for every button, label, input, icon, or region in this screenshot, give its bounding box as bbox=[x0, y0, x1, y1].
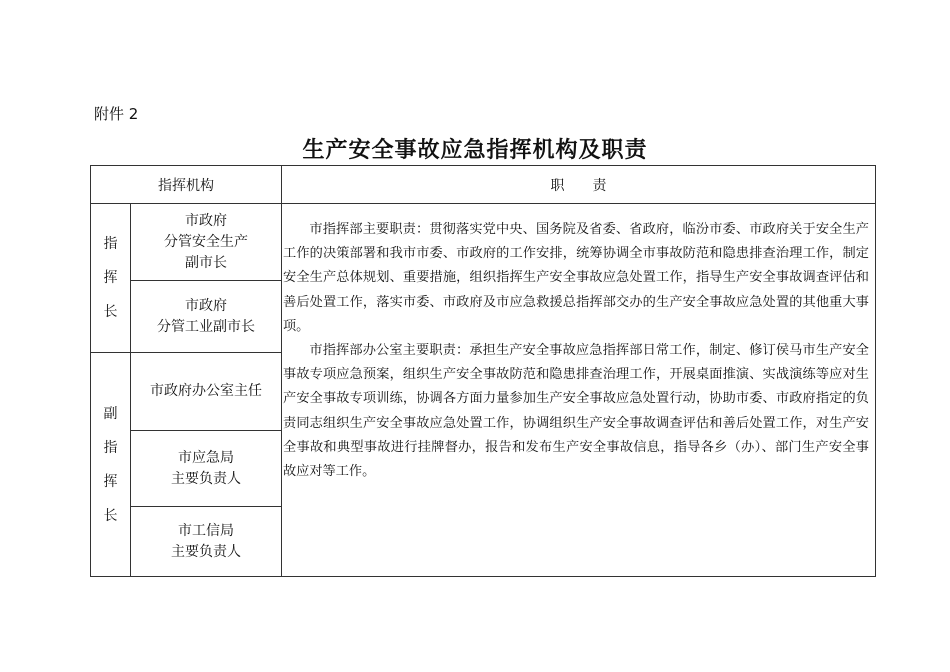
duty-paragraph: 市指挥部办公室主要职责：承担生产安全事故应急指挥部日常工作，制定、修订侯马市生产安全事故专项应急预案，组织生产安全事故防范和隐患排查治理工作，开展桌面推演、实战演练等应对生产安全事故专项训练，协调各方面力量参加生产安全事故应急处置行动，协助市委、市政府指定的负责同志组织生产安全事故应急处置工作，协调组织生产安全事故调查评估和善后处置工作，对生产安全事故和典型事故进行挂牌督办，报告和发布生产安全事故信息，指导各乡（办）、部门生产安全事故应对等工作。 bbox=[283, 343, 869, 480]
header-org: 指挥机构 bbox=[158, 177, 214, 194]
position-cell: 市政府 分管工业副市长 bbox=[157, 297, 255, 335]
header-duty: 职 责 bbox=[550, 177, 607, 194]
attachment-label: 附件 2 bbox=[94, 105, 139, 123]
duty-paragraph: 市指挥部主要职责：贯彻落实党中央、国务院及省委、省政府，临汾市委、市政府关于安全生产工作的决策部署和我市市委、市政府的工作安排，统筹协调全市事故防范和隐患排查治理工作，制定安全生产总体规划、重要措施，组织指挥生产安全事故应急处置工作，指导生产安全事故调查评估和善后处置工作，落实市委、市政府及市应急救援总指挥部交办的生产安全事故应急处置的其他重大事项。 bbox=[283, 222, 869, 334]
group-char: 挥 bbox=[103, 473, 118, 490]
column-divider bbox=[281, 166, 282, 576]
group-char: 长 bbox=[103, 304, 118, 320]
page-title: 生产安全事故应急指挥机构及职责 bbox=[302, 137, 648, 163]
position-cell: 市政府 分管安全生产 副市长 bbox=[164, 212, 248, 271]
group-char: 副 bbox=[103, 405, 118, 422]
group-deputy-commander bbox=[91, 353, 130, 576]
group-char: 指 bbox=[103, 236, 118, 252]
duties-text bbox=[283, 218, 869, 484]
group-char: 长 bbox=[103, 507, 118, 524]
group-char: 指 bbox=[103, 439, 118, 456]
position-cell: 市政府办公室主任 bbox=[150, 383, 262, 399]
position-cell: 市工信局 主要负责人 bbox=[171, 522, 241, 560]
position-cell: 市应急局 主要负责人 bbox=[171, 449, 241, 487]
group-char: 挥 bbox=[103, 270, 118, 286]
duties-table bbox=[90, 165, 876, 577]
group-commander bbox=[91, 204, 130, 352]
